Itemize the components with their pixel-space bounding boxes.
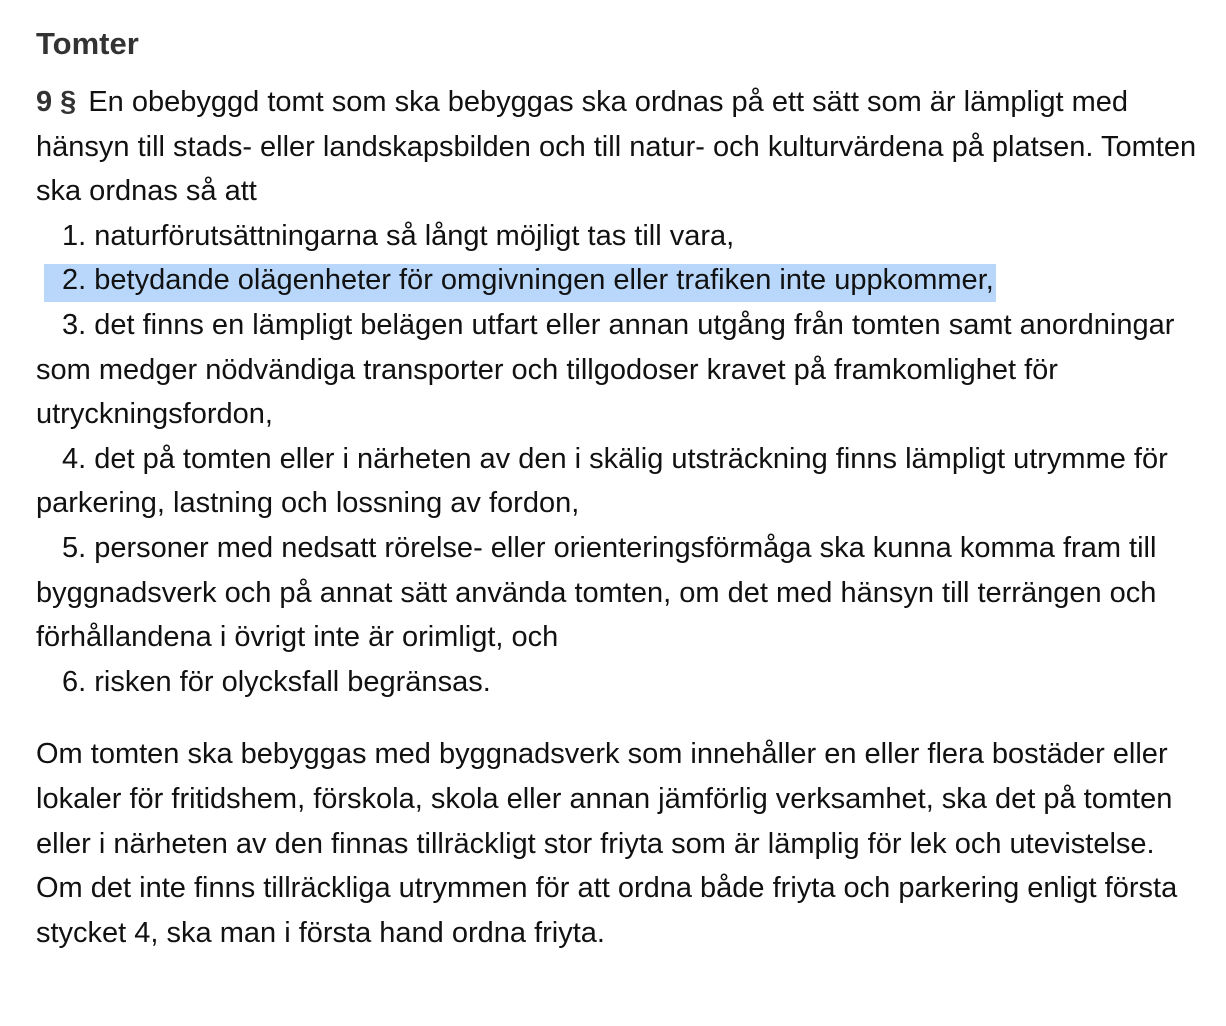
law-document [36, 24, 1206, 955]
closing-paragraph: Om tomten ska bebyggas med byggnadsverk som innehåller en eller flera bostäder eller lokaler för fritidshem, förskola, skola eller annan jämförlig verksamhet, ska det på tomten eller i närheten av den finnas tillräckligt stor friyta som är lämplig för lek och utevistelse. Om det inte finns tillräckliga utrymmen för att ordna både friyta och parkering enligt första stycket 4, ska man i första hand ordna friyta. [36, 738, 1178, 949]
list-item-text: personer med nedsatt rörelse- eller orienteringsförmåga ska kunna komma fram till byggnadsverk och på annat sätt använda tomten, om det med hänsyn till terrängen och förhållandena i övrigt inte är orimligt, och [36, 531, 1157, 654]
list-item-1 [36, 214, 1206, 259]
list-item-number: 5. [62, 531, 87, 564]
list-item-2-selected[interactable] [44, 258, 1206, 303]
list-item-number: 1. [62, 219, 87, 252]
section-intro-text: En obebyggd tomt som ska bebyggas ska ordnas på ett sätt som är lämpligt med hänsyn till stads- eller landskapsbilden och till natur- och kulturvärdena på platsen. Tomten ska ordnas så att [36, 86, 1197, 208]
list-item-text: risken för olycksfall begränsas. [94, 665, 491, 698]
text-selection-highlight[interactable] [44, 264, 996, 302]
section-intro [36, 80, 1206, 214]
list-item-number: 4. [62, 442, 87, 475]
section-number: 9 § [36, 86, 77, 118]
list-item-text: det på tomten eller i närheten av den i skälig utsträckning finns lämpligt utrymme för parkering, lastning och lossning av fordon, [36, 442, 1168, 520]
list-item-6 [36, 660, 1206, 705]
list-item-4 [36, 437, 1206, 526]
list-item-text: naturförutsättningarna så långt möjligt tas till vara, [94, 219, 735, 252]
list-item-number: 6. [62, 665, 87, 698]
list-item-3 [36, 303, 1206, 437]
list-item-number: 2. [62, 264, 87, 297]
section-heading: Tomter [36, 26, 139, 61]
paragraph-spacer [36, 704, 1206, 732]
list-item-5 [36, 526, 1206, 660]
list-item-text: det finns en lämpligt belägen utfart eller annan utgång från tomten samt anordningar som medger nödvändiga transporter och tillgodoser kravet på framkomlighet för utryckningsfordon, [36, 308, 1175, 431]
list-item-text: betydande olägenheter för omgivningen eller trafiken inte uppkommer, [94, 264, 994, 297]
list-item-number: 3. [62, 308, 87, 341]
